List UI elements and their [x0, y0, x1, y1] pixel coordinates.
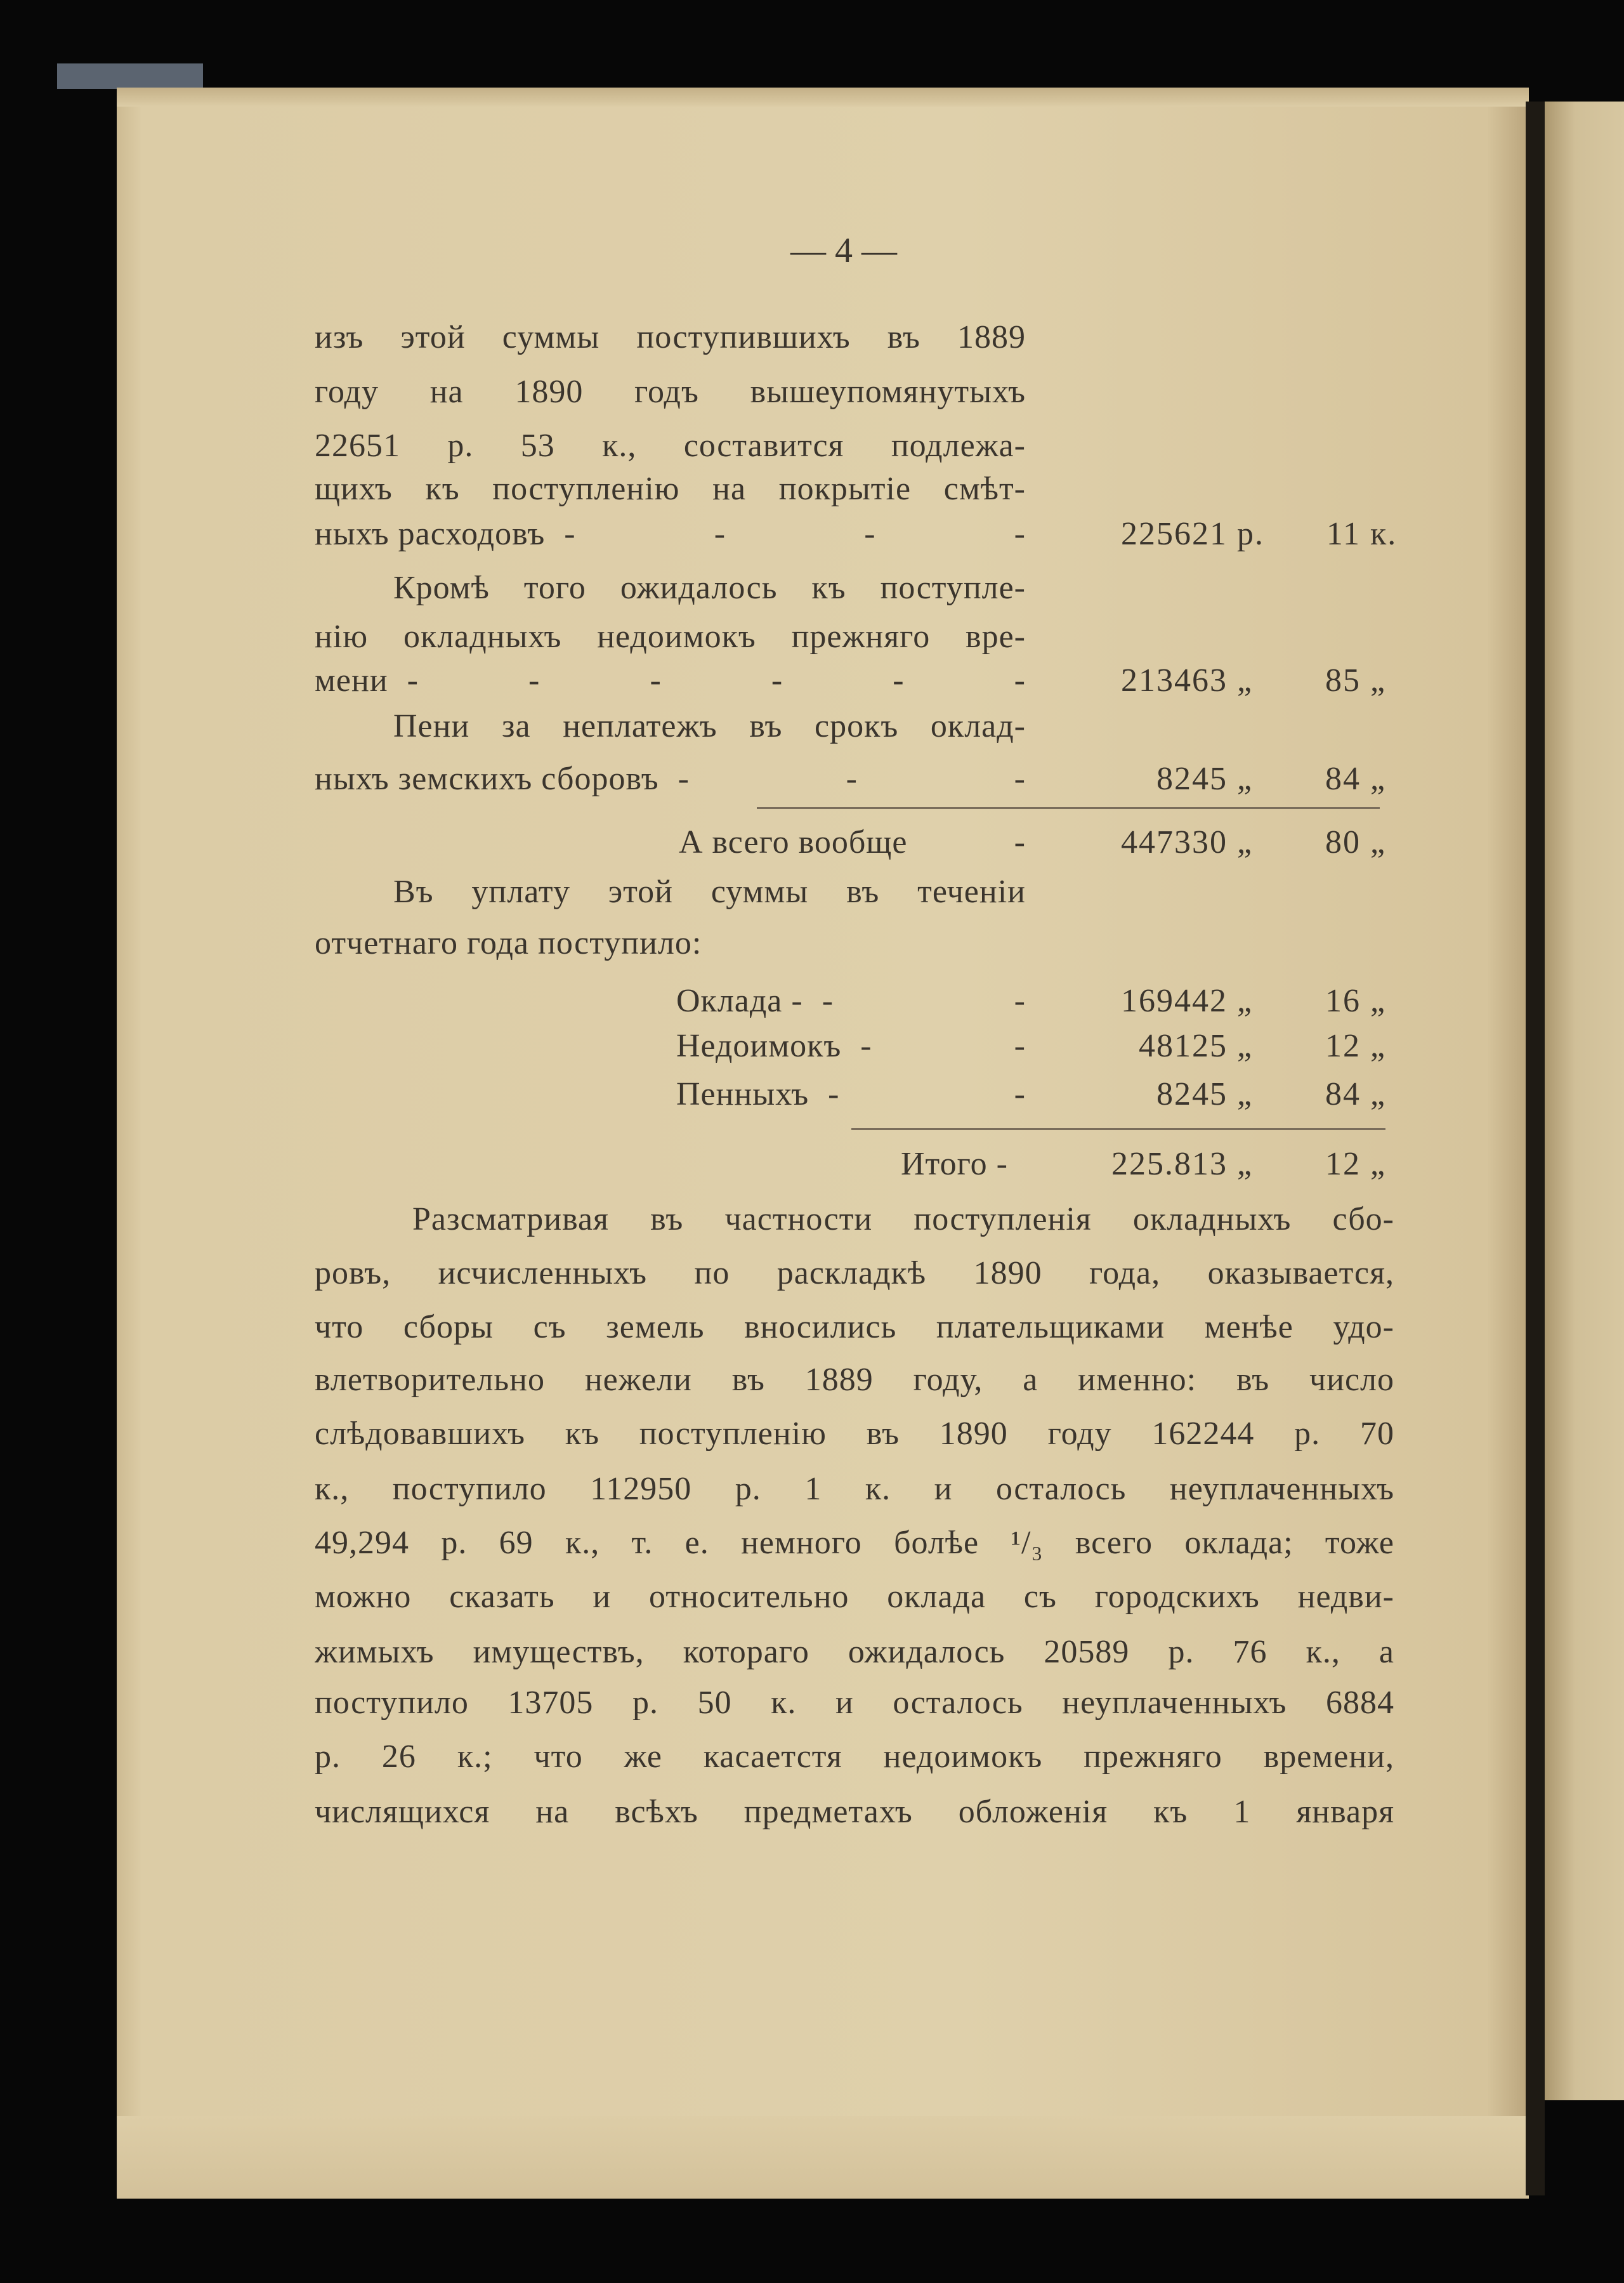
- dot-leaders: - -: [822, 983, 1026, 1019]
- scan-edge: [57, 63, 203, 89]
- text-line: 22651 р. 53 к., составится подлежа-: [315, 428, 1026, 464]
- paragraph-line: к., поступило 112950 р. 1 к. и осталось неуплаченныхъ: [315, 1471, 1394, 1507]
- dot-leaders: - - - -: [564, 516, 1026, 552]
- amount: [1072, 510, 1402, 558]
- amount-rubles: 447330: [1121, 824, 1228, 860]
- paragraph-line: жимыхъ имуществъ, котораго ожидалось 20589 р. 76 к., а: [315, 1634, 1394, 1670]
- row-label: мени: [315, 662, 388, 699]
- text-line: Кромѣ того ожидалось къ поступле-: [393, 570, 1026, 606]
- row-label: ныхъ земскихъ сборовъ: [315, 761, 659, 797]
- row-label: Пенныхъ: [676, 1076, 809, 1112]
- amount-kopecks: 12: [1325, 1028, 1361, 1064]
- text-line: щихъ къ поступленію на покрытіе смѣт-: [315, 471, 1026, 507]
- amount-kopecks: 85: [1325, 662, 1361, 699]
- amount-rubles: 8245: [1156, 761, 1228, 797]
- page-edge: [117, 88, 1529, 107]
- row-label: ныхъ расходовъ: [315, 516, 546, 552]
- ledger-row-grand-total: [679, 819, 1026, 867]
- amount-rubles: 213463: [1121, 662, 1228, 699]
- paragraph-line: можно сказать и относительно оклада съ городскихъ недви-: [315, 1579, 1394, 1615]
- amount-kopecks: 80: [1325, 824, 1361, 860]
- paragraph-line: влетворительно нежели въ 1889 году, а именно: въ число: [315, 1362, 1394, 1398]
- dot-leaders: - - -: [678, 761, 1026, 797]
- amount-kopecks: 12: [1325, 1146, 1361, 1182]
- dot-leaders: - -: [860, 1028, 1026, 1064]
- text-line: году на 1890 годъ вышеупомянутыхъ: [315, 374, 1026, 410]
- row-label: Недоимокъ: [676, 1028, 842, 1064]
- amount-unit: „: [1237, 761, 1254, 797]
- amount: [1072, 1140, 1402, 1188]
- row-label: Оклада -: [676, 983, 803, 1019]
- amount-unit: „: [1237, 1028, 1254, 1064]
- text-line: нію окладныхъ недоимокъ прежняго вре-: [315, 619, 1026, 655]
- amount-unit: „: [1370, 1076, 1387, 1112]
- text-line: отчетнаго года поступило:: [315, 925, 702, 961]
- paragraph-line: поступило 13705 р. 50 к. и осталось неуплаченныхъ 6884: [315, 1685, 1394, 1721]
- payment-row-arrears: [676, 1022, 1026, 1070]
- amount-unit: „: [1237, 662, 1254, 699]
- amount-kopecks: 16: [1325, 983, 1361, 1019]
- amount-unit: „: [1370, 761, 1387, 797]
- amount-unit: „: [1370, 1028, 1387, 1064]
- amount: [1072, 657, 1402, 705]
- amount: [1072, 819, 1402, 867]
- paragraph-line: Разсматривая въ частности поступленія окладныхъ сбо-: [412, 1201, 1394, 1237]
- amount-rubles: 225621: [1121, 516, 1228, 552]
- paragraph-line: ровъ, исчисленныхъ по раскладкѣ 1890 года, оказывается,: [315, 1255, 1394, 1291]
- paragraph-line: 49,294 р. 69 к., т. е. немного болѣе ¹/₃ всего оклада; тоже: [315, 1525, 1394, 1561]
- text-line: Пени за неплатежъ въ срокъ оклад-: [393, 708, 1026, 744]
- paragraph-line: слѣдовавшихъ къ поступленію въ 1890 году 162244 р. 70: [315, 1416, 1394, 1452]
- paragraph-line: числящихся на всѣхъ предметахъ обложенія къ 1 января: [315, 1794, 1394, 1830]
- ledger-row-arrears: [315, 657, 1026, 705]
- amount-rubles: 169442: [1121, 983, 1228, 1019]
- amount-rubles: 225.813: [1111, 1146, 1228, 1182]
- payment-row-total: [901, 1140, 1026, 1188]
- text-line: изъ этой суммы поступившихъ въ 1889: [315, 319, 1026, 355]
- amount-rubles: 48125: [1139, 1028, 1228, 1064]
- amount-rubles: 8245: [1156, 1076, 1228, 1112]
- amount-unit: р.: [1237, 516, 1264, 552]
- payment-row-oklad: [676, 977, 1026, 1025]
- sum-rule: [757, 807, 1380, 809]
- payment-row-penalties: [676, 1070, 1026, 1119]
- amount-unit: к.: [1370, 516, 1398, 552]
- amount-unit: „: [1237, 824, 1254, 860]
- text-line: Въ уплату этой суммы въ теченіи: [393, 874, 1026, 910]
- row-label: Итого -: [901, 1146, 1008, 1182]
- amount: [1072, 755, 1402, 803]
- amount-unit: „: [1237, 1146, 1254, 1182]
- ledger-row-penalties: [315, 755, 1026, 803]
- amount-kopecks: 11: [1326, 516, 1361, 552]
- ledger-row-expenses: [315, 510, 1026, 558]
- page-number: — 4 —: [790, 231, 897, 270]
- amount-unit: „: [1237, 983, 1254, 1019]
- amount-kopecks: 84: [1325, 761, 1361, 797]
- row-label: А всего вообще: [679, 824, 908, 860]
- amount-unit: „: [1370, 983, 1387, 1019]
- amount: [1072, 1022, 1402, 1070]
- book-binding: [1526, 102, 1545, 2195]
- amount-unit: „: [1370, 662, 1387, 699]
- facing-page-edge: [1543, 102, 1624, 2100]
- amount-kopecks: 84: [1325, 1076, 1361, 1112]
- paragraph-line: что сборы съ земель вносились плательщиками менѣе удо-: [315, 1309, 1394, 1345]
- dot-leaders: - -: [828, 1076, 1026, 1112]
- amount: [1072, 977, 1402, 1025]
- amount-unit: „: [1370, 824, 1387, 860]
- dot-leaders: -: [1014, 824, 1026, 860]
- page-bottom-margin: [117, 2116, 1529, 2199]
- dot-leaders: - - - - - -: [407, 662, 1026, 699]
- paragraph-line: р. 26 к.; что же касаетстя недоимокъ прежняго времени,: [315, 1739, 1394, 1775]
- amount: [1072, 1070, 1402, 1119]
- sum-rule: [851, 1128, 1385, 1130]
- amount-unit: „: [1237, 1076, 1254, 1112]
- amount-unit: „: [1370, 1146, 1387, 1182]
